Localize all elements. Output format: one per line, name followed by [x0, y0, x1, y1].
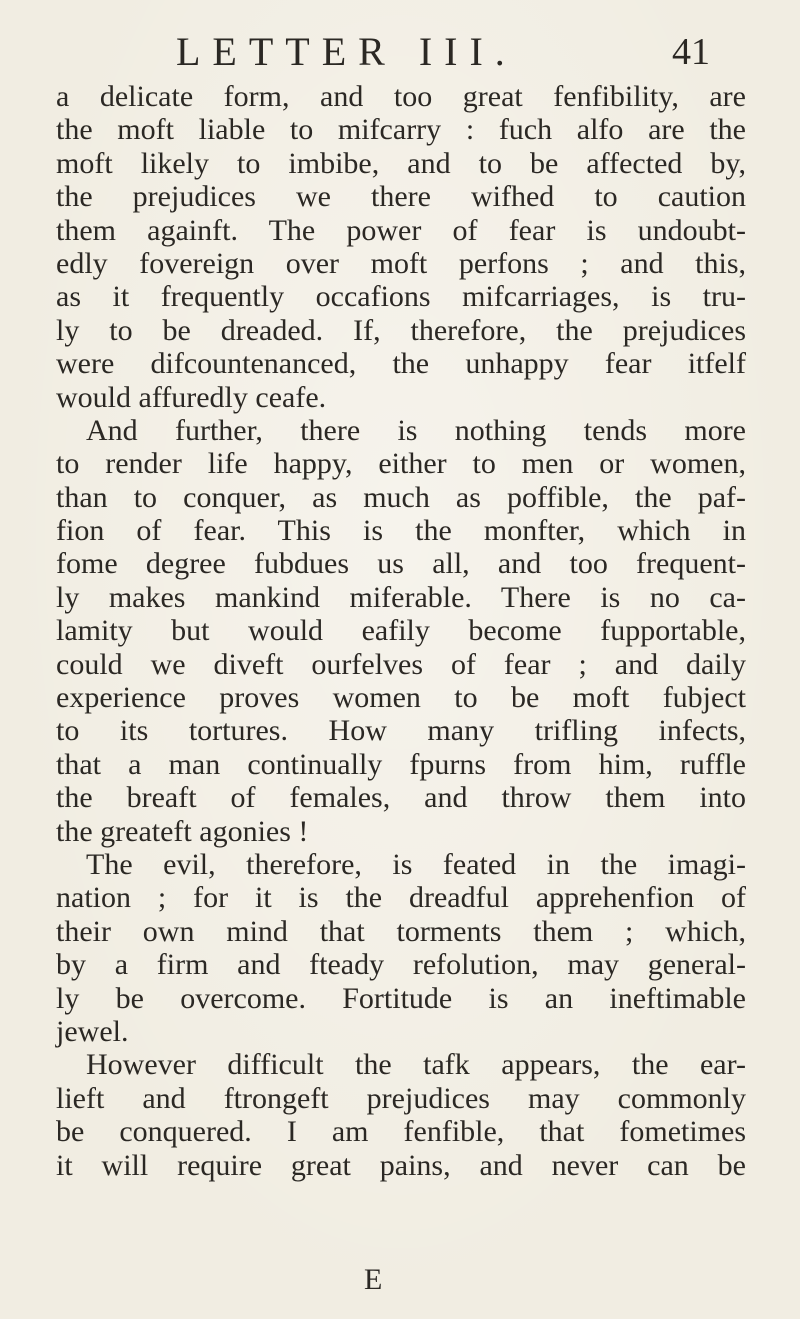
- text-line: ly be overcome. Fortitude is an ineftimable: [56, 981, 746, 1015]
- text-line: to its tortures. How many trifling infects,: [56, 714, 746, 748]
- text-line: were difcountenanced, the unhappy fear itfelf: [56, 347, 746, 381]
- text-line: them againft. The power of fear is undoubt-: [56, 213, 746, 247]
- text-line: to render life happy, either to men or women,: [56, 447, 746, 481]
- text-line: the prejudices we there wifhed to caution: [56, 180, 746, 214]
- text-line: it will require great pains, and never can be: [56, 1148, 746, 1182]
- text-line: the breaft of females, and throw them into: [56, 781, 746, 815]
- text-line: The evil, therefore, is feated in the imagi-: [86, 847, 746, 881]
- page-number: 41: [672, 31, 710, 73]
- text-line: by a firm and fteady refolution, may general-: [56, 948, 746, 982]
- running-head: [0, 30, 800, 74]
- text-line: could we diveft ourfelves of fear ; and daily: [56, 647, 746, 681]
- text-line: fome degree fubdues us all, and too frequent-: [56, 547, 746, 581]
- text-line: ly makes mankind miferable. There is no ca-: [56, 580, 746, 614]
- text-line: would affuredly ceafe.: [56, 380, 327, 414]
- text-line: their own mind that torments them ; which,: [56, 914, 746, 948]
- text-line: lieft and ftrongeft prejudices may commonly: [56, 1081, 746, 1115]
- text-line: moft likely to imbibe, and to be affected by,: [56, 146, 746, 180]
- text-line: as it frequently occafions mifcarriages, is tru-: [56, 280, 746, 314]
- text-line: And further, there is nothing tends more: [86, 413, 746, 447]
- text-line: than to conquer, as much as poffible, the paf-: [56, 480, 746, 514]
- text-line: edly fovereign over moft perfons ; and this,: [56, 246, 746, 280]
- text-line: the greateft agonies !: [56, 814, 309, 848]
- running-title: LETTER III.: [176, 29, 517, 74]
- text-line: However difficult the tafk appears, the ear-: [86, 1048, 746, 1082]
- text-line: jewel.: [56, 1014, 129, 1048]
- text-line: that a man continually fpurns from him, ruffle: [56, 747, 746, 781]
- signature-mark: E: [364, 1263, 383, 1296]
- text-line: experience proves women to be moft fubject: [56, 681, 746, 715]
- text-line: be conquered. I am fenfible, that fometimes: [56, 1115, 746, 1149]
- text-line: a delicate form, and too great fenfibility, are: [56, 80, 746, 113]
- text-line: ly to be dreaded. If, therefore, the prejudices: [56, 313, 746, 347]
- text-line: lamity but would eafily become fupportable,: [56, 614, 746, 648]
- text-line: fion of fear. This is the monfter, which in: [56, 514, 746, 548]
- text-line: the moft liable to mifcarry : fuch alfo are the: [56, 113, 746, 147]
- text-line: nation ; for it is the dreadful apprehenfion of: [56, 881, 746, 915]
- body-text: [56, 80, 746, 1182]
